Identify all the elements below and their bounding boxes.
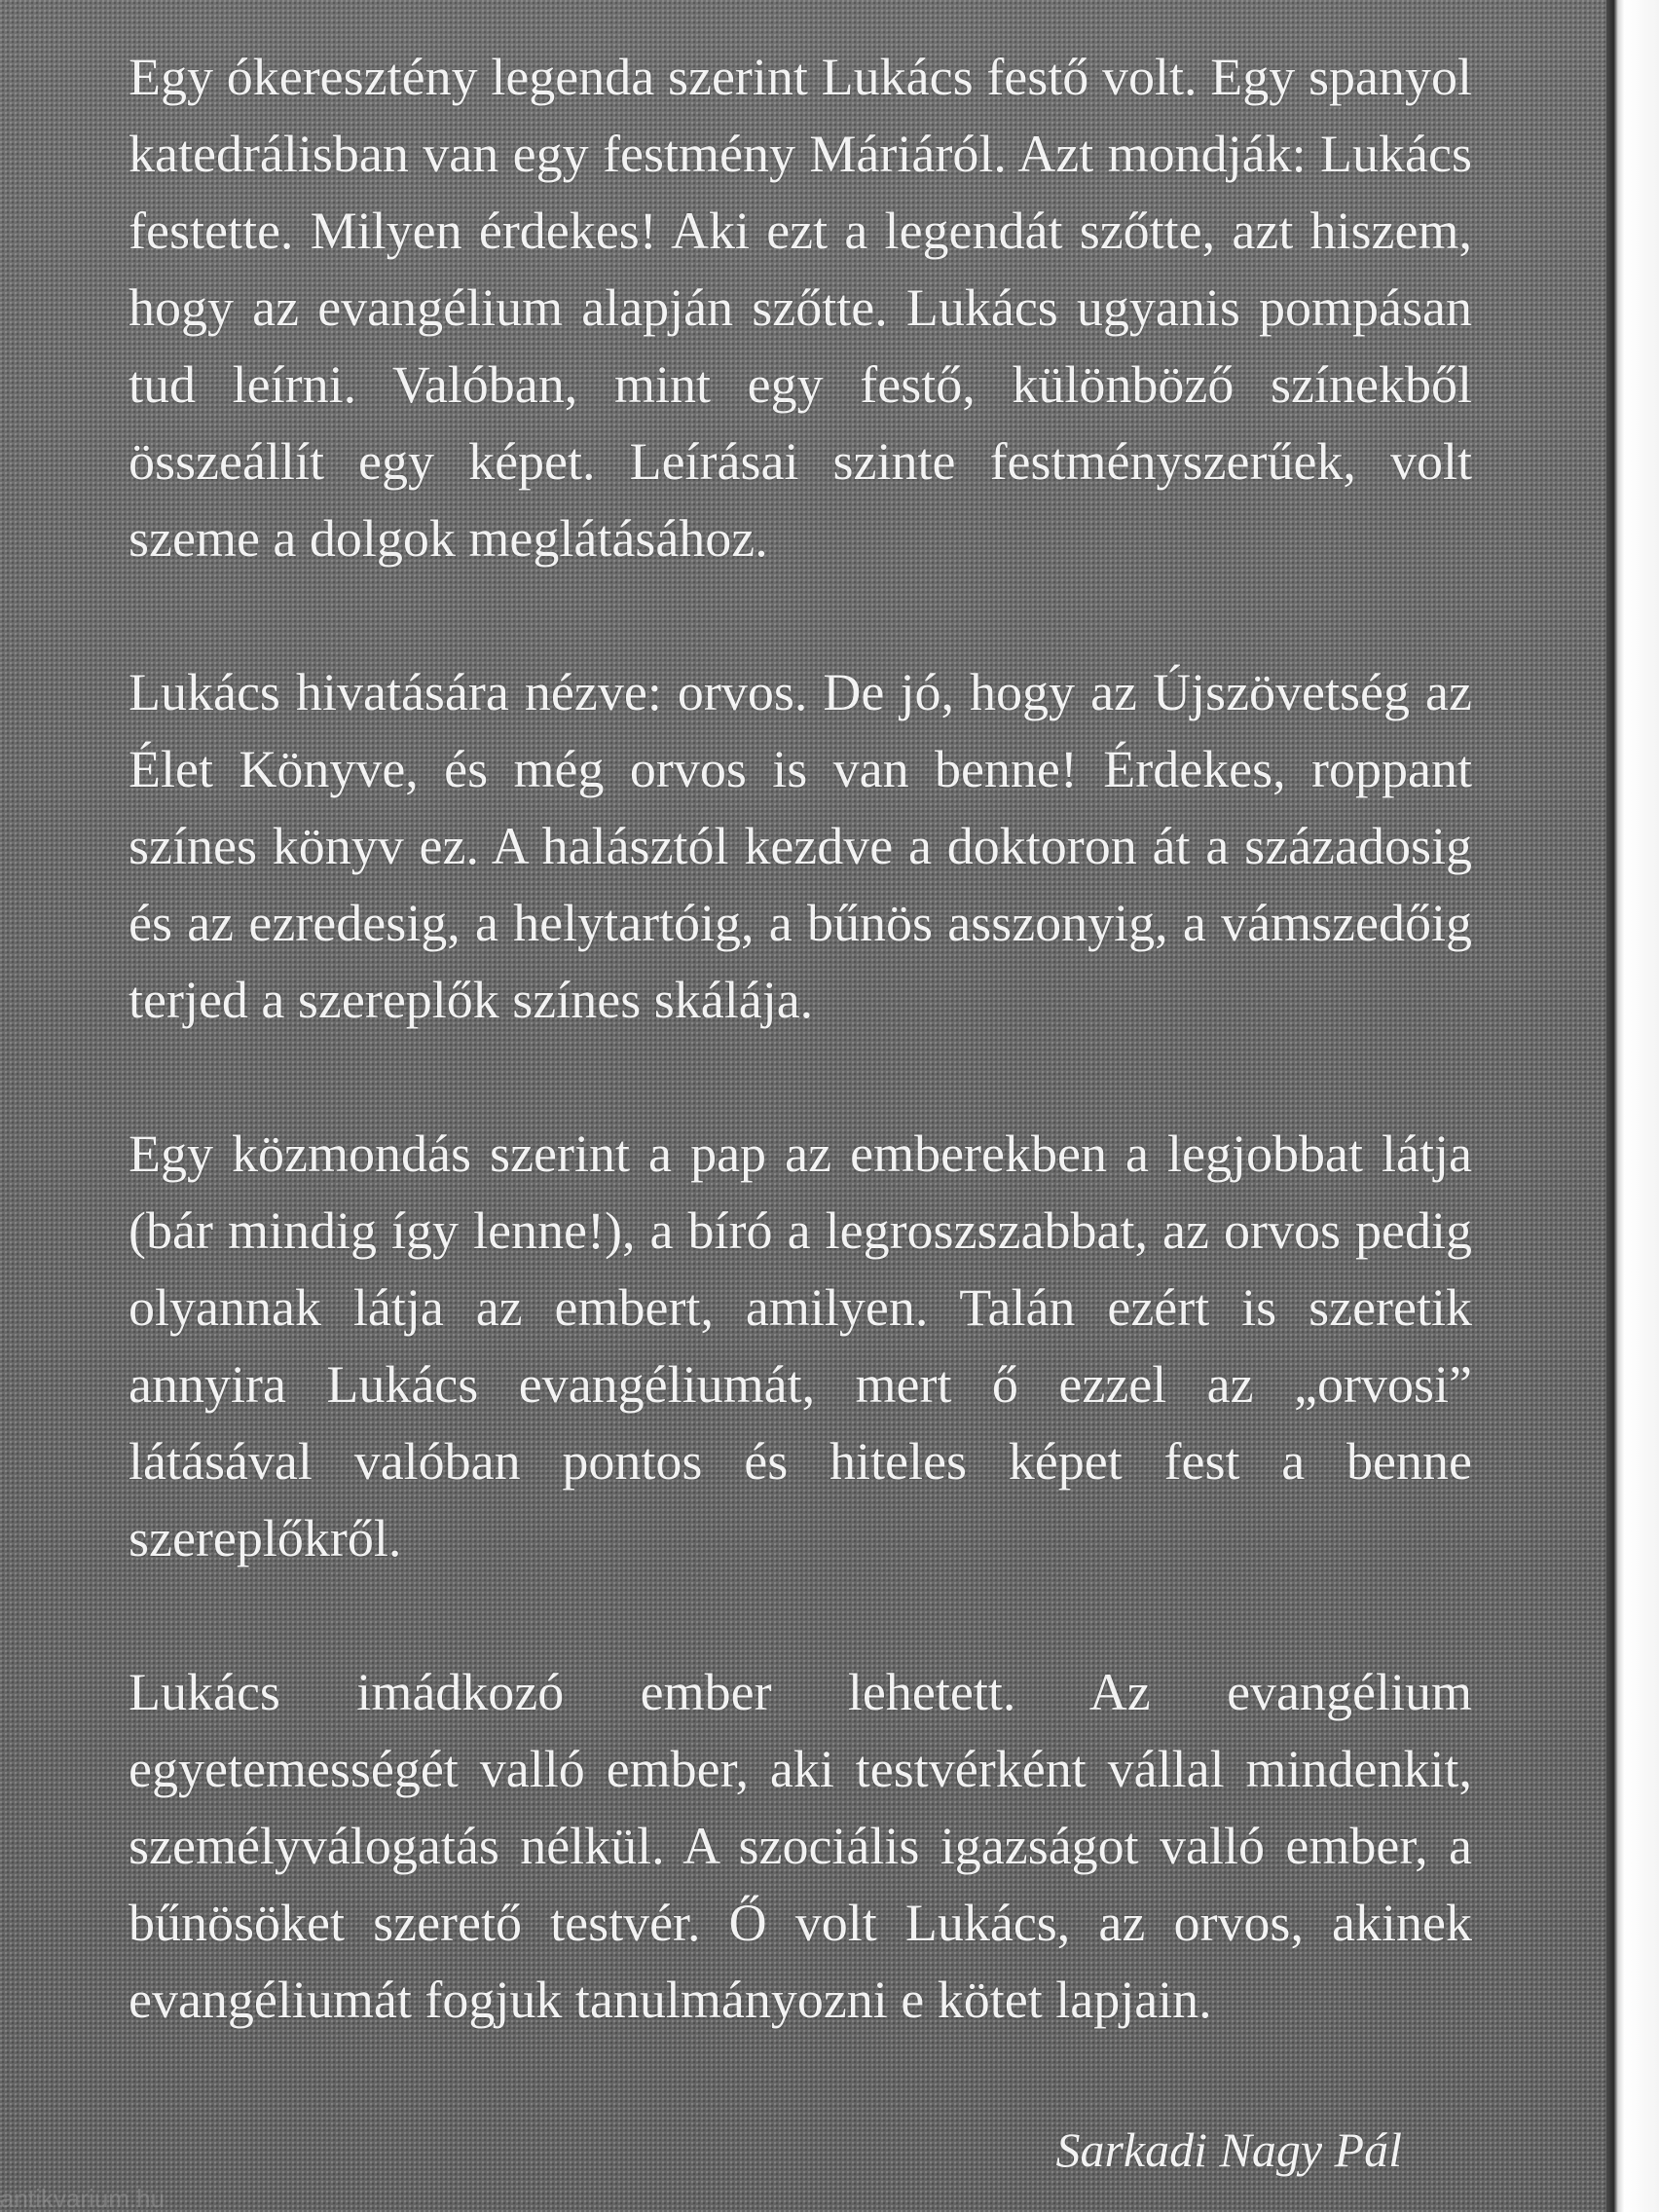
author-signature: Sarkadi Nagy Pál: [1055, 2122, 1402, 2177]
paragraph-3: Egy közmondás szerint a pap az emberekben a legjobbat látja (bár mindig így lenne!), a bíró a legroszszabbat, az orvos pedig olyannak látja az embert, amilyen. Talán ezért is szeretik annyira Lukács evangéliumát, mert ő ezzel az „orvosi” látásával valóban pontos és hiteles képet fest a benne szereplőkről.: [129, 1124, 1472, 1567]
paragraph-4: Lukács imádkozó ember lehetett. Az evangélium egyetemességét valló ember, aki testvérként vállal mindenkit, személyválogatás nélkül. A szociális igazságot valló ember, a bűnösöket szerető testvér. Ő volt Lukács, az orvos, akinek evangéliumát fogjuk tanulmányozni e kötet lapjain.: [129, 1663, 1472, 2029]
paragraph-2: Lukács hivatására nézve: orvos. De jó, hogy az Újszövetség az Élet Könyve, és még orvos is van benne! Érdekes, roppant színes könyv ez. A halásztól kezdve a doktoron át a századosig és az ezredesig, a helytartóig, a bűnös asszonyig, a vámszedőig terjed a szereplők színes skálája.: [129, 663, 1472, 1029]
paragraph-1: Egy ókeresztény legenda szerint Lukács festő volt. Egy spanyol katedrálisban van egy festmény Máriáról. Azt mondják: Lukács festette. Milyen érdekes! Aki ezt a legendát szőtte, azt hiszem, hogy az evangélium alapján szőtte. Lukács ugyanis pompásan tud leírni. Valóban, mint egy festő, különböző színekből összeállít egy képet. Leírásai szinte festményszerűek, volt szeme a dolgok meglátásához.: [129, 48, 1472, 568]
watermark-text: antikvarium.hu: [0, 2185, 166, 2212]
book-edge: [1606, 0, 1659, 2212]
blurb-text: [129, 39, 1472, 2039]
